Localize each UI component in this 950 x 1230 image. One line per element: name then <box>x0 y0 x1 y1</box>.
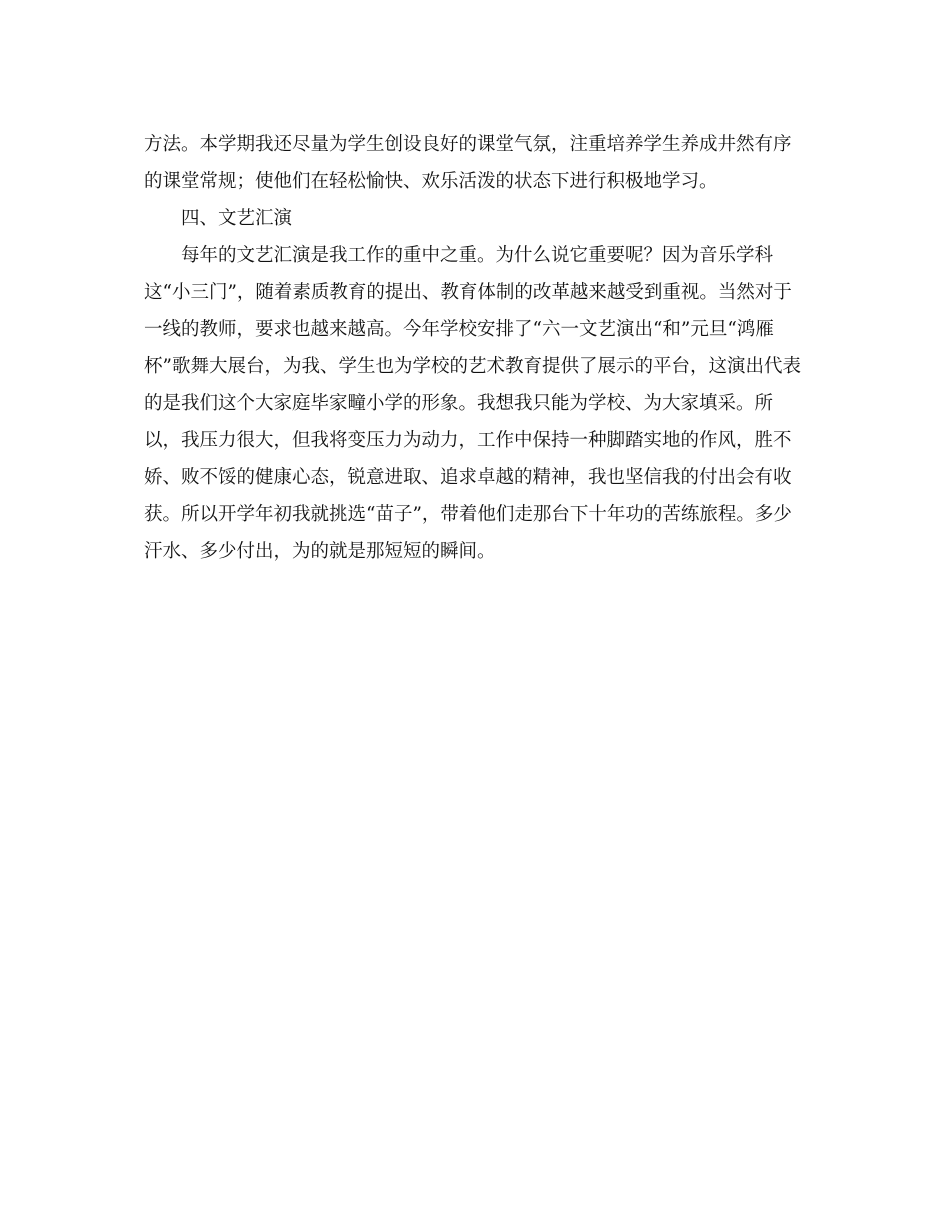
text-line: 以，我压力很大，但我将变压力为动力，工作中保持一种脚踏实地的作风，胜不 <box>144 430 792 451</box>
document-body <box>144 126 814 570</box>
text-line: 获。所以开学年初我就挑选“苗子”，带着他们走那台下十年功的苦练旅程。多少 <box>144 504 792 525</box>
text-line: 汗水、多少付出，为的就是那短短的瞬间。 <box>144 541 496 562</box>
paragraph-first-line: 每年的文艺汇演是我工作的重中之重。为什么说它重要呢？因为音乐学科 <box>181 245 774 266</box>
text-line: 这“小三门”，随着素质教育的提出、教育体制的改革越来越受到重视。当然对于 <box>144 282 792 303</box>
text-line: 的课堂常规；使他们在轻松愉快、欢乐活泼的状态下进行积极地学习。 <box>144 171 718 192</box>
section-heading: 四、文艺汇演 <box>181 208 293 229</box>
text-line: 方法。本学期我还尽量为学生创设良好的课堂气氛，注重培养学生养成井然有序 <box>144 134 792 155</box>
text-line: 杯”歌舞大展台，为我、学生也为学校的艺术教育提供了展示的平台，这演出代表 <box>144 356 801 377</box>
text-line: 一线的教师，要求也越来越高。今年学校安排了“六一文艺演出“和”元旦“鸿雁 <box>144 319 774 340</box>
text-line: 的是我们这个大家庭毕家疃小学的形象。我想我只能为学校、为大家填采。所 <box>144 393 774 414</box>
text-line: 娇、败不馁的健康心态，锐意进取、追求卓越的精神，我也坚信我的付出会有收 <box>144 467 792 488</box>
